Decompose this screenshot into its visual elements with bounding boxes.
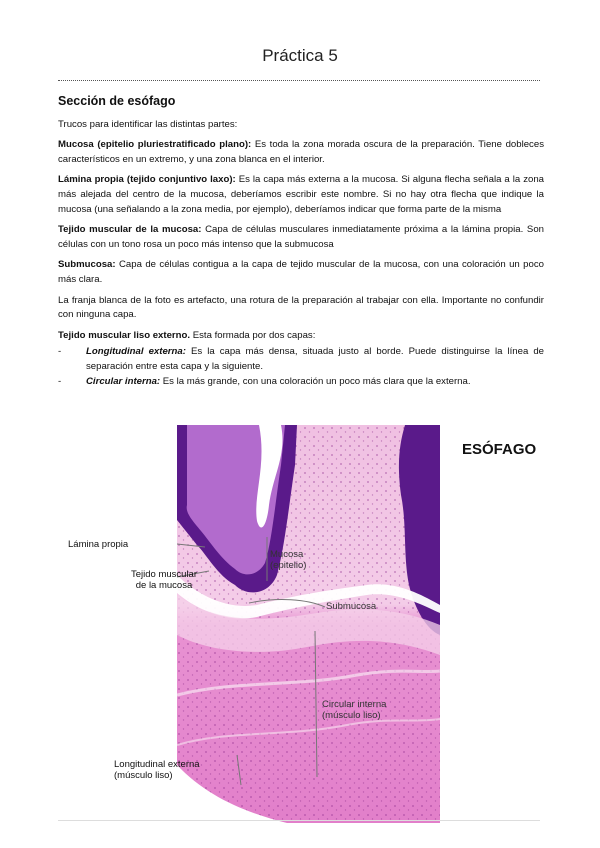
lamina-text: Es la capa más externa a la mucosa. Si alguna flecha señala a la zona más alejada del centro de la mucosa, deberíamos escribir este nombre. Si no hay otra flecha que indique la mucosa (una señalando a la zona media, por ejemplo), deberíamos indicar que forma parte de la misma xyxy=(58,174,544,215)
page-title: Práctica 5 xyxy=(262,46,338,65)
label-lamina-propia: Lámina propia xyxy=(68,539,129,550)
liso-term: Tejido muscular liso externo. xyxy=(58,329,191,341)
bullet-term: Longitudinal externa: xyxy=(86,346,186,358)
submucosa-paragraph xyxy=(58,258,544,287)
tejido-mucosa-term: Tejido muscular de la mucosa: xyxy=(58,224,202,236)
figure-title: ESÓFAGO xyxy=(462,441,537,458)
label-tejido-muscular-line2: de la mucosa xyxy=(135,580,193,591)
bullet-dash: - xyxy=(58,346,62,358)
mucosa-paragraph xyxy=(58,138,544,167)
liso-text: Esta formada por dos capas: xyxy=(190,329,316,341)
label-circular-line2: (músculo liso) xyxy=(322,710,381,721)
bullet-dash: - xyxy=(58,375,62,387)
label-mucosa-line2: (epitelio) xyxy=(270,560,307,571)
lamina-term: Lámina propia (tejido conjuntivo laxo): xyxy=(58,174,236,186)
label-tejido-muscular-line1: Tejido muscular xyxy=(131,569,197,580)
intro-text: Trucos para identificar las distintas partes: xyxy=(58,118,238,130)
label-mucosa xyxy=(270,549,306,571)
label-tejido-muscular xyxy=(131,569,197,591)
franja-paragraph: La franja blanca de la foto es artefacto, una rotura de la preparación al trabajar con ella. Importante no confundir con ninguna capa. xyxy=(58,294,544,321)
tejido-mucosa-text: Capa de células musculares inmediatamente próxima a la lámina propia. Son células con un tono rosa un poco más intenso que la submucosa xyxy=(58,224,544,250)
label-longitudinal-line2: (músculo liso) xyxy=(114,770,173,781)
header-divider xyxy=(58,80,540,81)
bullet-text: Es la capa más densa, situada justo al borde. Puede distinguirse la línea de separación entre esta capa y la siguiente. xyxy=(86,346,544,372)
submucosa-term: Submucosa: xyxy=(58,259,116,271)
section-title: Sección de esófago xyxy=(58,94,176,108)
document-body xyxy=(58,94,544,389)
label-submucosa: Submucosa xyxy=(326,601,377,612)
label-longitudinal-line1: Longitudinal externa xyxy=(114,759,200,770)
mucosa-term: Mucosa (epitelio pluriestratificado plano): xyxy=(58,139,252,151)
label-mucosa-line1: Mucosa xyxy=(270,549,304,560)
list-item xyxy=(58,345,544,374)
mucosa-text: Es toda la zona morada oscura de la preparación. Tiene dobleces característicos en un extremo, y una zona blanca en el interior. xyxy=(58,139,544,165)
label-circular-interna xyxy=(322,699,386,721)
liso-paragraph xyxy=(58,329,544,344)
lamina-paragraph xyxy=(58,173,544,217)
bullet-term: Circular interna: xyxy=(86,375,161,387)
micrograph-image xyxy=(177,425,440,823)
submucosa-text: Capa de células contigua a la capa de tejido muscular de la mucosa, con una coloración un poco más clara. xyxy=(58,259,544,285)
footer-divider xyxy=(58,820,540,821)
bullet-text: Es la más grande, con una coloración un poco más clara que la externa. xyxy=(160,375,471,387)
tejido-mucosa-paragraph xyxy=(58,223,544,252)
esophagus-figure xyxy=(58,425,544,823)
label-circular-line1: Circular interna xyxy=(322,699,387,710)
layer-list xyxy=(58,345,544,389)
list-item xyxy=(58,375,544,390)
label-longitudinal-externa xyxy=(114,759,200,781)
